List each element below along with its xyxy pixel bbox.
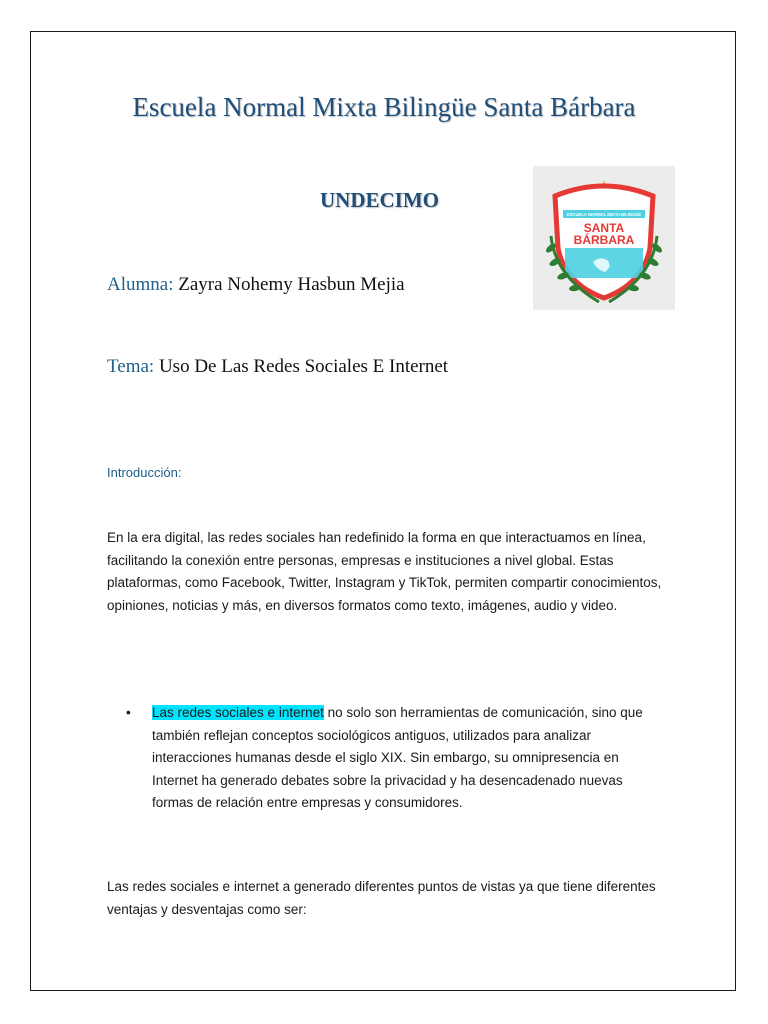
bullet-list-item [126,702,666,815]
student-name: Zayra Nohemy Hasbun Mejia [178,274,405,295]
logo-name-line1: SANTA [583,221,625,235]
bullet-icon: • [126,705,131,720]
shield-crest-icon [533,166,675,310]
closing-paragraph: Las redes sociales e internet a generado diferentes puntos de vistas ya que tiene diferentes ventajas y desventajas como ser: [107,879,656,917]
bullet-text [152,702,666,815]
student-label: Alumna: [107,274,174,295]
topic-value: Uso De Las Redes Sociales E Internet [158,356,449,377]
highlighted-text: Las redes sociales e internet [152,705,324,720]
logo-banner-text: ESCUELA NORMAL MIXTA BILINGÜE [566,212,642,217]
student-line [107,274,405,296]
bullet-rest-text: no solo son herramientas de comunicación, sino que también reflejan conceptos sociológicos antiguos, utilizados para analizar interacciones humanas desde el siglo XIX. Sin embargo, su omnipresencia en Internet ha generado debates sobre la privacidad y ha desencadenado nuevas formas de relación entre empresas y consumidores. [152,705,643,810]
topic-label: Tema: [107,356,155,377]
topic-line [107,356,448,378]
section-heading: Introducción: [107,465,182,480]
logo-name-line2: BÁRBARA [573,233,635,247]
school-name-title: Escuela Normal Mixta Bilingüe Santa Bárbara [132,92,636,122]
school-logo [533,166,675,310]
grade-heading: UNDECIMO [320,188,439,212]
intro-paragraph: En la era digital, las redes sociales han redefinido la forma en que interactuamos en línea, facilitando la conexión entre personas, empresas e instituciones a nivel global. Estas plataformas, como Facebook, Twitter, Instagram y TikTok, permiten compartir conocimientos, opiniones, noticias y más, en diversos formatos como texto, imágenes, audio y video. [107,530,662,613]
